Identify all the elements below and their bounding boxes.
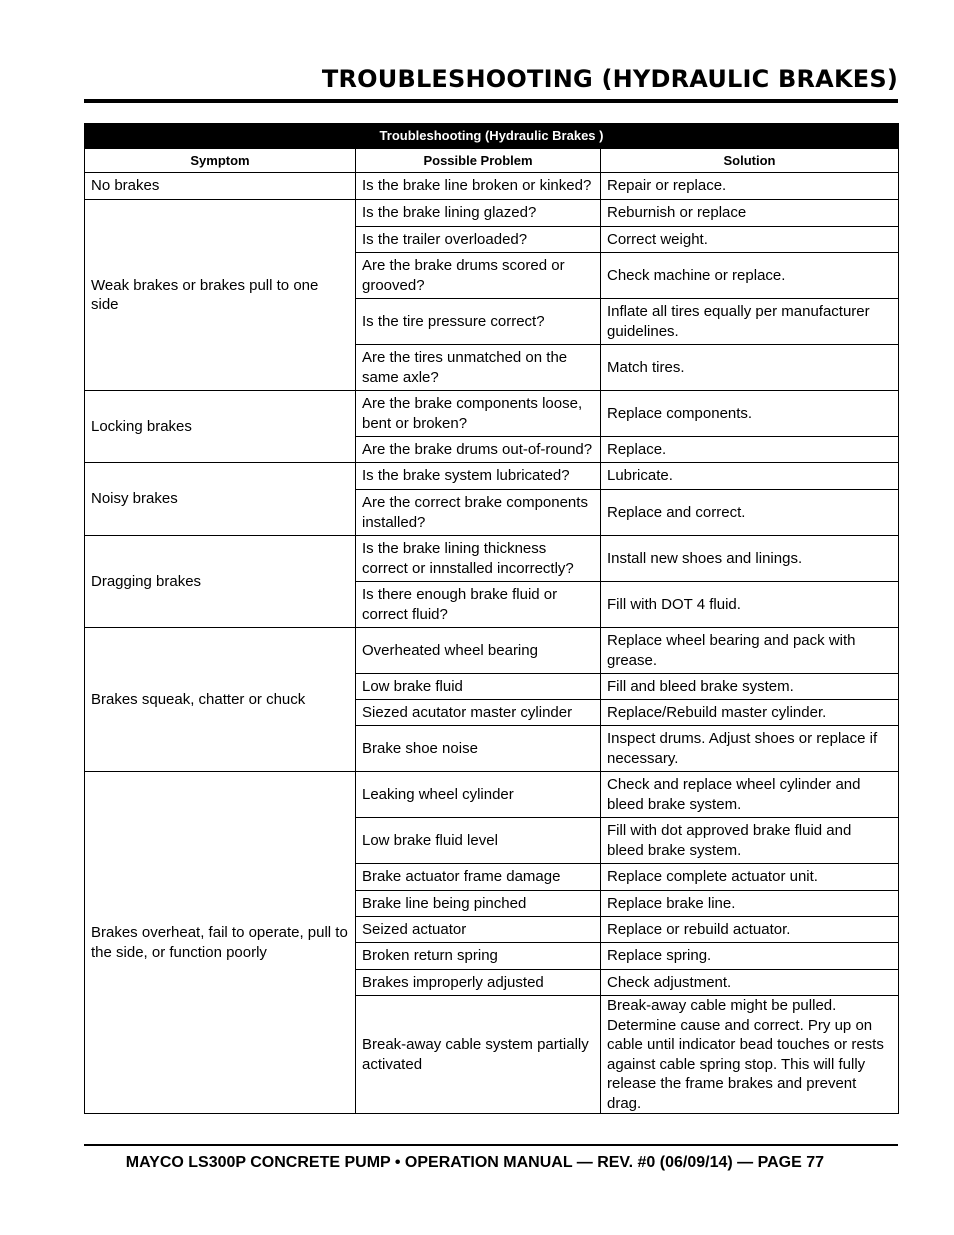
table-row — [85, 536, 899, 582]
solution-cell: Replace spring. — [601, 943, 899, 970]
table-body — [85, 173, 899, 1114]
solution-cell: Match tires. — [601, 345, 899, 391]
troubleshooting-table — [84, 123, 899, 1114]
solution-cell: Fill and bleed brake system. — [601, 674, 899, 700]
table-caption: Troubleshooting (Hydraulic Brakes ) — [85, 124, 899, 149]
symptom-cell: Brakes squeak, chatter or chuck — [85, 628, 356, 772]
page-title: TROUBLESHOOTING (HYDRAULIC BRAKES) — [321, 65, 898, 93]
problem-cell: Are the correct brake components installed? — [356, 490, 601, 536]
problem-cell: Is the tire pressure correct? — [356, 299, 601, 345]
solution-cell: Check adjustment. — [601, 970, 899, 996]
problem-cell: Are the brake drums out-of-round? — [356, 437, 601, 463]
header-solution: Solution — [601, 149, 899, 173]
problem-cell: Overheated wheel bearing — [356, 628, 601, 674]
problem-cell: Is the brake lining glazed? — [356, 200, 601, 227]
problem-cell: Are the brake drums scored or grooved? — [356, 253, 601, 299]
title-rule — [84, 99, 898, 103]
solution-cell: Replace/Rebuild master cylinder. — [601, 700, 899, 726]
solution-cell: Replace and correct. — [601, 490, 899, 536]
footer-rule — [84, 1144, 898, 1146]
problem-cell: Brakes improperly adjusted — [356, 970, 601, 996]
solution-cell: Replace. — [601, 437, 899, 463]
page-footer: MAYCO LS300P CONCRETE PUMP • OPERATION MANUAL — REV. #0 (06/09/14) — PAGE 77 — [125, 1154, 824, 1171]
solution-cell: Inspect drums. Adjust shoes or replace if necessary. — [601, 726, 899, 772]
symptom-cell: No brakes — [85, 173, 356, 200]
solution-cell: Lubricate. — [601, 463, 899, 490]
table-row — [85, 772, 899, 818]
solution-cell: Fill with DOT 4 fluid. — [601, 582, 899, 628]
problem-cell: Brake shoe noise — [356, 726, 601, 772]
solution-cell: Replace components. — [601, 391, 899, 437]
table-header-row — [85, 149, 899, 173]
solution-cell: Fill with dot approved brake fluid and bleed brake system. — [601, 818, 899, 864]
problem-cell: Low brake fluid — [356, 674, 601, 700]
solution-cell: Replace or rebuild actuator. — [601, 917, 899, 943]
problem-cell: Is the brake line broken or kinked? — [356, 173, 601, 200]
solution-cell: Check and replace wheel cylinder and bleed brake system. — [601, 772, 899, 818]
problem-cell: Are the tires unmatched on the same axle? — [356, 345, 601, 391]
symptom-cell: Weak brakes or brakes pull to one side — [85, 200, 356, 391]
symptom-cell: Locking brakes — [85, 391, 356, 463]
problem-cell: Are the brake components loose, bent or broken? — [356, 391, 601, 437]
solution-cell: Install new shoes and linings. — [601, 536, 899, 582]
problem-cell: Is the brake lining thickness correct or innstalled incorrectly? — [356, 536, 601, 582]
solution-cell: Replace complete actuator unit. — [601, 864, 899, 891]
solution-cell: Replace brake line. — [601, 891, 899, 917]
solution-cell: Replace wheel bearing and pack with grease. — [601, 628, 899, 674]
solution-cell: Repair or replace. — [601, 173, 899, 200]
symptom-cell: Noisy brakes — [85, 463, 356, 536]
solution-cell: Inflate all tires equally per manufacturer guidelines. — [601, 299, 899, 345]
table-caption-row — [85, 124, 899, 149]
header-symptom: Symptom — [85, 149, 356, 173]
problem-cell: Brake line being pinched — [356, 891, 601, 917]
problem-cell: Brake actuator frame damage — [356, 864, 601, 891]
problem-cell: Broken return spring — [356, 943, 601, 970]
problem-cell: Leaking wheel cylinder — [356, 772, 601, 818]
table-row — [85, 173, 899, 200]
problem-cell: Is there enough brake fluid or correct fluid? — [356, 582, 601, 628]
problem-cell: Low brake fluid level — [356, 818, 601, 864]
problem-cell: Seized actuator — [356, 917, 601, 943]
symptom-cell: Dragging brakes — [85, 536, 356, 628]
symptom-cell: Brakes overheat, fail to operate, pull to the side, or function poorly — [85, 772, 356, 1114]
header-possible-problem: Possible Problem — [356, 149, 601, 173]
table-row — [85, 391, 899, 437]
table-row — [85, 628, 899, 674]
solution-cell: Correct weight. — [601, 227, 899, 253]
table-row — [85, 463, 899, 490]
problem-cell: Is the trailer overloaded? — [356, 227, 601, 253]
solution-cell: Reburnish or replace — [601, 200, 899, 227]
problem-cell: Is the brake system lubricated? — [356, 463, 601, 490]
problem-cell: Break-away cable system partially activated — [356, 996, 601, 1114]
problem-cell: Siezed acutator master cylinder — [356, 700, 601, 726]
solution-cell: Check machine or replace. — [601, 253, 899, 299]
solution-cell: Break-away cable might be pulled. Determine cause and correct. Pry up on cable until indicator bead touches or rests against cable spring stop. This will fully release the frame brakes and prevent drag. — [601, 996, 899, 1114]
table-row — [85, 200, 899, 227]
